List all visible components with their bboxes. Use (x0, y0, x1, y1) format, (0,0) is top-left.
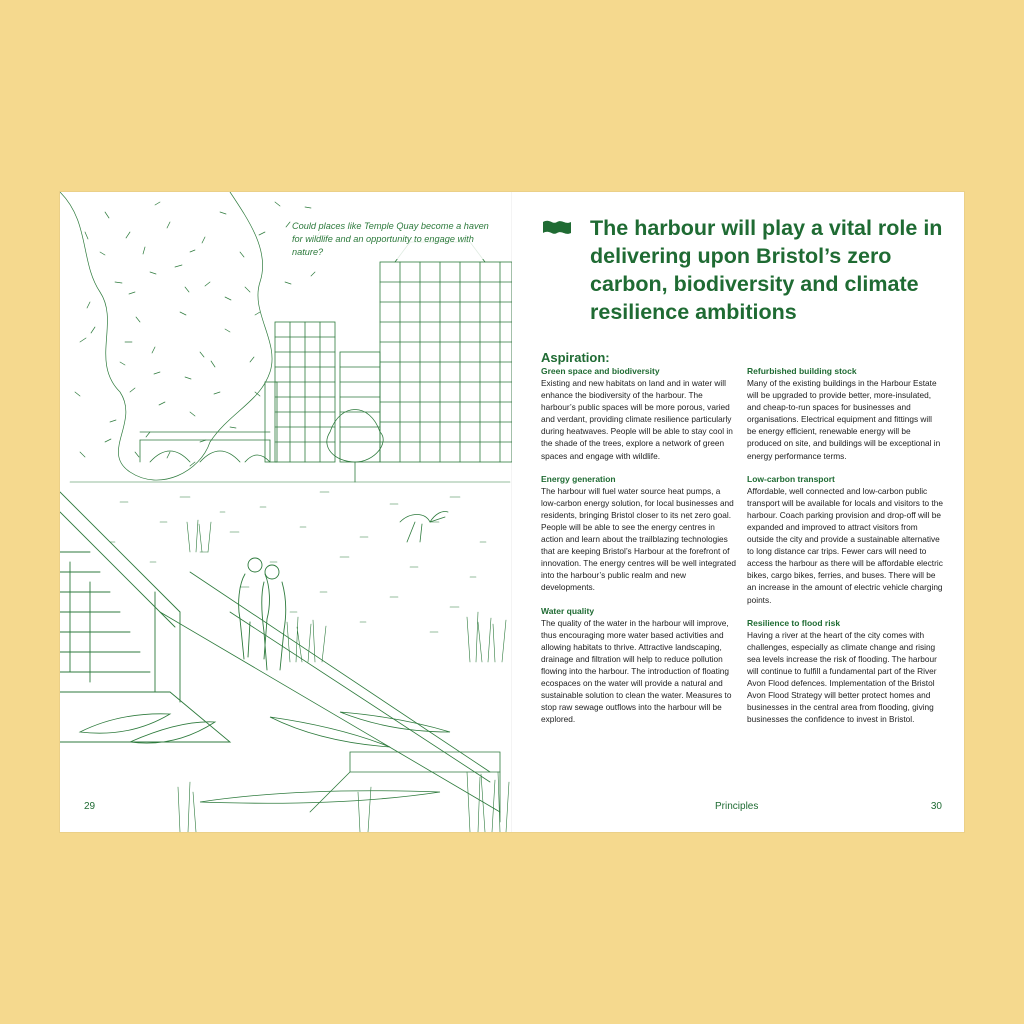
section-body: Existing and new habitats on land and in water will enhance the biodiversity of the harbour. The harbour’s public spaces will be more porous, varied and verdant, providing climate resilience particularly during heatwaves. People will be able to stay cool in the shade of the trees, explore a network of green spaces and engage with wildlife. (541, 378, 733, 461)
kayaks (80, 712, 450, 803)
stairs-deck (60, 492, 230, 742)
right-text-column (747, 365, 943, 736)
footer-section-label: Principles (715, 801, 759, 812)
section-low-carbon-transport (747, 473, 943, 606)
tree-canopy (60, 192, 320, 480)
section-heading: Water quality (541, 605, 595, 616)
section-heading: Resilience to flood risk (747, 617, 841, 628)
section-water-quality (541, 605, 737, 726)
section-green-space (541, 365, 737, 462)
section-body: Having a river at the heart of the city comes with challenges, especially as climate change and rising sea levels increase the risk of flooding. The harbour will continue to fulfill a fundamental part of the River Avon Flood defences. Implementation of the Bristol Avon Flood Strategy will better protect homes and businesses in the central area from flooding, giving businesses the confidence to invest in Bristol. (747, 629, 937, 725)
section-heading: Energy generation (541, 473, 616, 484)
buildings (265, 242, 512, 462)
page-number-right: 30 (930, 801, 942, 812)
couple (239, 558, 286, 670)
pontoon (310, 752, 500, 822)
section-heading: Green space and biodiversity (541, 366, 660, 376)
bridge (140, 432, 270, 462)
waterfront-path (160, 572, 500, 812)
page-title: The harbour will play a vital role in delivering upon Bristol’s zero carbon, biodiversity and climate resilience ambitions (590, 216, 943, 324)
section-refurbished-buildings (747, 365, 943, 462)
aspiration-label: Aspiration: (541, 350, 610, 365)
section-flood-resilience (747, 617, 943, 726)
illustration-caption: Could places like Temple Quay become a haven for wildlife and an opportunity to engage with nature? (292, 220, 502, 259)
harbour-illustration (60, 192, 512, 832)
left-page (60, 192, 512, 832)
section-body: Affordable, well connected and low-carbon public transport will be available for locals and visitors to the harbour. Coach parking provision and drop-off will be expanded and improved to attract visitors from outside the city and provide a sustainable alternative to long distance car trips. Fewer cars will need to access the harbour as there will be affordable electric bikes, cargo bikes, ferries, and buses. There will be an increase in the amount of electric vehicle charging points. (747, 485, 943, 605)
heron (400, 511, 448, 542)
flag-icon (542, 219, 572, 235)
left-text-column (541, 365, 737, 736)
section-energy-generation (541, 473, 737, 594)
reeds (178, 520, 509, 832)
section-heading: Refurbished building stock (747, 366, 857, 376)
section-heading: Low-carbon transport (747, 473, 835, 484)
booklet-spread (60, 192, 964, 832)
right-page (512, 192, 964, 832)
water (70, 482, 510, 632)
section-body: The quality of the water in the harbour will improve, thus encouraging more water based activities and allowing habitats to thrive. Attractive landscaping, drainage and filtration will help to reduce pollution flowing into the harbour. The introduction of floating ecospaces on the water will provide a natural and sustainable solution to clean the water. Measures to stop raw sewage outflows into the harbour will be explored. (541, 617, 732, 725)
section-body: Many of the existing buildings in the Harbour Estate will be upgraded to provide better, more-insulated, and cheap-to-run spaces for businesses and organisations. Electrical equipment and fittings will be energy efficient, renewable energy will be produced on site, and buildings will be exceptional in energy performance terms. (747, 378, 941, 461)
section-body: The harbour will fuel water source heat pumps, a low-carbon energy solution, for local businesses and residents, bringing Bristol closer to its net zero goal. People will be able to see the energy centres in action and learn about the trailblazing technologies that are keeping Bristol’s Harbour at the forefront of innovation. The energy centres will be well integrated into the harbour’s public realm and new developments. (541, 485, 736, 593)
page-number-left: 29 (84, 801, 96, 812)
